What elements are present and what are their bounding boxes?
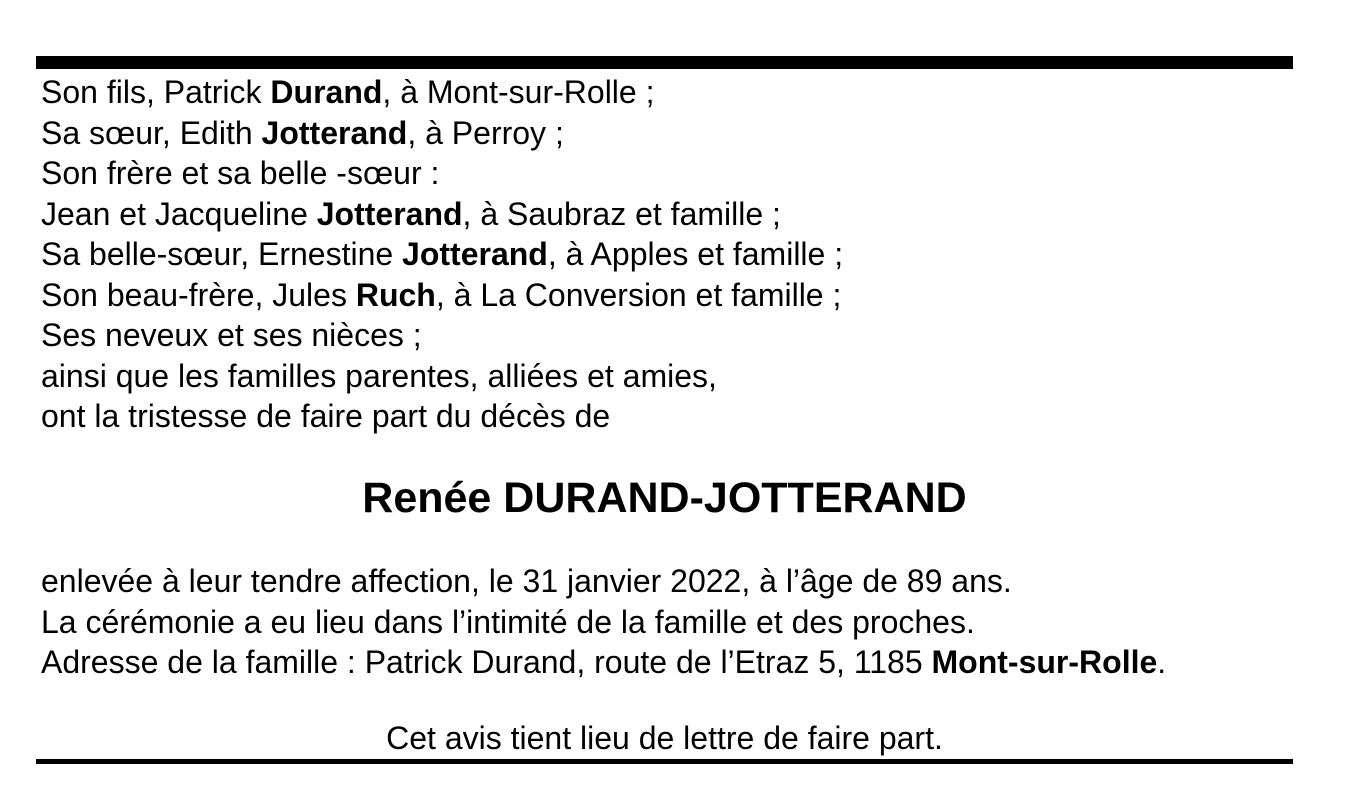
line-text: ont la tristesse de faire part du décès de [41, 398, 611, 434]
closing-note: Cet avis tient lieu de lettre de faire part. [386, 720, 943, 756]
detail-line [41, 561, 1012, 601]
line-text: Son beau-frère, Jules [41, 276, 356, 313]
family-line [41, 315, 422, 355]
line-text-after: , à Perroy ; [407, 114, 564, 151]
family-line [41, 194, 781, 234]
family-line [41, 72, 654, 112]
family-line [41, 113, 564, 153]
line-text: enlevée à leur tendre affection, le 31 janvier 2022, à l’âge de 89 ans. [41, 563, 1012, 599]
line-text-after: , à Saubraz et famille ; [462, 195, 781, 232]
line-name-bold: Durand [270, 74, 383, 110]
line-name-bold: Jotterand [316, 195, 463, 232]
family-line [41, 356, 717, 396]
detail-line [41, 602, 975, 642]
line-text: ainsi que les familles parentes, alliées et amies, [41, 357, 717, 394]
line-text-after: , à La Conversion et famille ; [435, 276, 842, 313]
family-line [41, 396, 610, 436]
line-name-bold: Jotterand [261, 114, 408, 151]
line-text: Sa belle-sœur, Ernestine [41, 236, 403, 272]
line-text: Jean et Jacqueline [41, 195, 317, 232]
line-text: La cérémonie a eu lieu dans l’intimité de la famille et des proches. [41, 603, 975, 640]
line-text: Son frère et sa belle -sœur : [41, 155, 440, 191]
bottom-rule [36, 759, 1293, 764]
line-name-bold: Jotterand [402, 236, 548, 272]
deceased-name: Renée DURAND-JOTTERAND [362, 474, 967, 522]
line-text: Adresse de la famille : Patrick Durand, route de l’Etraz 5, 1185 [41, 644, 932, 680]
line-text: Sa sœur, Edith [41, 114, 262, 151]
line-text: Son fils, Patrick [41, 74, 271, 110]
line-text-after: , à Mont-sur-Rolle ; [382, 74, 655, 110]
family-line [41, 275, 841, 315]
line-text-after: . [1157, 644, 1167, 680]
top-rule [36, 56, 1293, 69]
line-name-bold: Ruch [355, 276, 436, 313]
line-text-after: , à Apples et famille ; [547, 236, 844, 272]
family-line [41, 234, 843, 274]
line-text: Ses neveux et ses nièces ; [41, 317, 422, 353]
family-line [41, 153, 439, 193]
line-name-bold: Mont-sur-Rolle [931, 644, 1158, 680]
detail-line [41, 642, 1166, 682]
